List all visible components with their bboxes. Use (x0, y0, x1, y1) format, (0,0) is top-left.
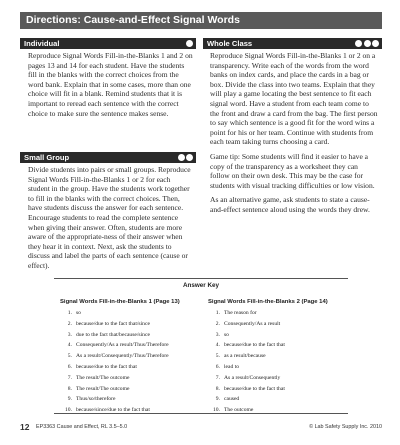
small-group-heading-label: Small Group (24, 153, 70, 162)
answer-row: 10. because/since/due to the fact that (65, 407, 150, 414)
answer-key-bottom-rule (54, 413, 348, 414)
copyright-notice: © Lab Safety Supply Inc. 2010 (309, 424, 382, 430)
whole-class-paragraph-1: Reproduce Signal Words Fill-in-the-Blanks 1 or 2 on a transparency. Write each of the words from the word banks on index cards, and place the cards in a bag or box. Divide the class into two teams. Explain that they will play a game locating the best sentence to fit each signal word. Have a student from each team come to the front and draw a card from the bag. The first person to say which sentence is a good fit for the word wins a point for his or her team. Continue with students from each team taking turns choosing a card. (210, 51, 378, 147)
answer-row: 8. The result/The outcome (67, 385, 130, 392)
group-pair-icon (178, 154, 194, 161)
individual-heading-label: Individual (24, 39, 60, 48)
individual-paragraph: Reproduce Signal Words Fill-in-the-Blanks 1 and 2 on pages 13 and 14 for each student. Have the students fill in the blanks with the correct choices from the word bank. Explain that in some cases, more than one choice will fit in a blank. Remind students that it is important to reread each sentence with the correct choice to make sure the sentence makes sense. (28, 51, 193, 118)
answer-key-title: Answer Key (182, 282, 220, 289)
answer-row: 4. Consequently/As a result/Thus/Therefore (67, 342, 169, 349)
answer-key-left-column (60, 298, 210, 416)
single-person-icon (186, 40, 193, 47)
answer-row: 9. Thus/so/therefore (67, 396, 116, 403)
answer-row: 3. due to the fact that/because/since (67, 331, 150, 338)
answer-key-left-heading: Signal Words Fill-in-the-Blanks 1 (Page 13) (60, 299, 180, 305)
answer-row: 3. so (215, 331, 229, 338)
page-title: Directions: Cause-and-Effect Signal Words (20, 12, 382, 29)
answer-key-top-rule (54, 278, 348, 279)
answer-row: 6. lead to (215, 363, 240, 370)
answer-key-right-heading: Signal Words Fill-in-the-Blanks 2 (Page 14) (208, 299, 328, 305)
answer-row: 2. because/due to the fact that/since (67, 320, 150, 327)
answer-row: 4. because/due to the fact that (215, 342, 285, 349)
individual-text (28, 51, 194, 123)
answer-row: 5. As a result/Consequently/Thus/Therefore (67, 353, 169, 360)
whole-class-paragraph-2: Game tip: Some students will find it easier to have a copy of the transparency as a worksheet they can follow on their own desk. This may be the case for students with visual tracking difficulties or low vision. (210, 151, 375, 190)
answer-row: 2. Consequently/As a result (215, 320, 281, 327)
answer-key-right-column (208, 298, 358, 416)
small-group-heading (20, 152, 196, 163)
whole-class-paragraph-3: As an alternative game, ask students to state a cause-and-effect sentence aloud using the words they drew. (210, 195, 370, 214)
answer-row: 10. The outcome (213, 407, 254, 414)
answer-row: 9. caused (215, 396, 240, 403)
answer-row: 1. so (67, 310, 81, 316)
answer-row: 7. The result/The outcome (67, 374, 130, 381)
answer-row: 5. as a result/because (215, 353, 266, 360)
answer-row: 8. because/due to the fact that (215, 385, 285, 392)
answer-row: 1. The reason for (215, 310, 257, 316)
page-number: 12 (20, 422, 30, 432)
individual-heading (20, 38, 196, 49)
answer-row: 6. because/due to the fact that (67, 363, 137, 370)
whole-class-heading (203, 38, 382, 49)
small-group-paragraph: Divide students into pairs or small groups. Reproduce Signal Words Fill-in-the-Blanks 1 or 2 for each student in the group. Have the students work together to fill in the blanks with the correct choices. Then, have students discuss the answer for each sentence. Encourage students to read the complete sentence when giving their answer. Often, students are more aware of the appropriate-ness of their answer when they hear it in context. Next, ask the students to discuss and label the parts of each sentence (cause or effect). (28, 165, 191, 270)
product-reference: EP3363 Cause and Effect, RL 3.5–5.0 (36, 424, 128, 430)
answer-row: 7. As a result/Consequently (215, 374, 281, 381)
whole-class-heading-label: Whole Class (207, 39, 253, 48)
small-group-text (28, 165, 194, 276)
whole-class-text (210, 51, 378, 220)
whole-class-icon (355, 40, 379, 47)
